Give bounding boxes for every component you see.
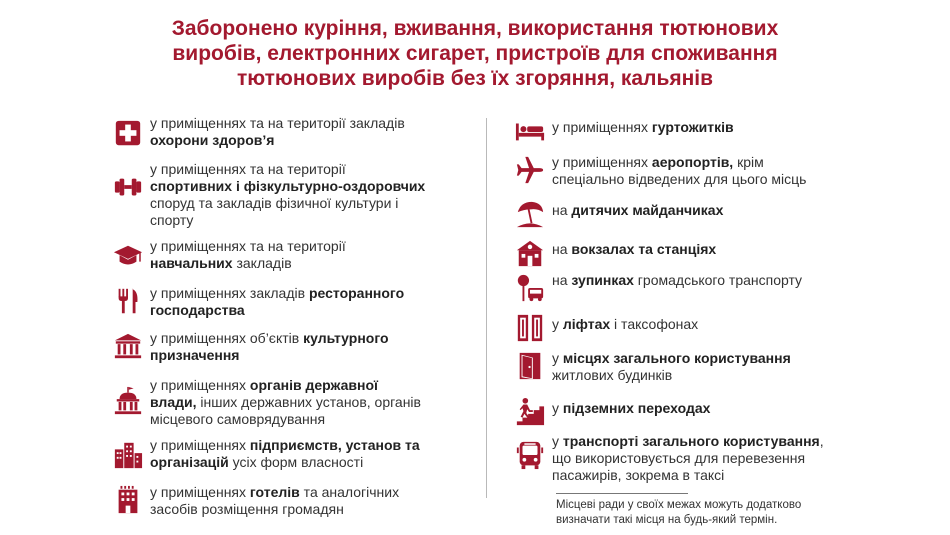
hotel-icon <box>112 484 144 516</box>
item-text-line <box>150 347 389 364</box>
item-text-line <box>150 377 421 394</box>
item-text-normal: у приміщеннях <box>552 119 652 135</box>
item-text-normal: у приміщеннях та на території <box>150 161 346 177</box>
list-item <box>112 285 404 319</box>
item-text-line <box>150 161 425 178</box>
graduation-cap-icon <box>112 240 144 272</box>
item-text-line <box>150 302 404 319</box>
item-text-bold: зупинках <box>571 272 634 288</box>
item-text-normal: у приміщеннях закладів <box>150 285 309 301</box>
item-text-line <box>150 501 399 518</box>
fork-knife-icon <box>112 285 144 317</box>
item-text-line <box>150 132 405 149</box>
item-text-line <box>150 195 425 212</box>
item-text-normal: на <box>552 202 572 218</box>
bed-icon <box>514 115 546 147</box>
item-text-normal: у <box>552 433 563 449</box>
item-text-line <box>150 411 421 428</box>
item-text <box>150 238 346 272</box>
airplane-icon <box>514 154 546 186</box>
item-text-normal: крім <box>733 154 764 170</box>
item-text-line <box>150 394 421 411</box>
footnote-line: Місцеві ради у своїх межах можуть додатково <box>556 499 802 511</box>
government-building-icon <box>112 385 144 417</box>
factory-buildings-icon <box>112 439 144 471</box>
item-text-line <box>552 367 791 384</box>
item-text-normal: спеціально відведених для цього місць <box>552 171 807 187</box>
medical-cross-icon <box>112 117 144 149</box>
list-item <box>514 433 824 484</box>
list-item <box>514 241 716 269</box>
item-text-bold: культурного <box>303 330 389 346</box>
footnote-line: визначати такі місця на будь-який термін. <box>556 514 778 526</box>
item-text-line <box>552 119 734 136</box>
item-text-line <box>150 285 404 302</box>
item-text <box>150 161 425 229</box>
list-item <box>514 400 710 428</box>
page-title <box>60 16 890 91</box>
item-text <box>552 154 806 188</box>
item-text-normal: споруд та закладів фізичної культури і <box>150 195 399 211</box>
item-text-normal: на <box>552 241 572 257</box>
item-text-normal: у приміщеннях <box>150 437 250 453</box>
item-text-line <box>552 272 802 289</box>
item-text-normal: , <box>819 433 824 449</box>
item-text-normal: закладів <box>232 255 292 271</box>
item-text-bold: місцях загального користування <box>562 350 791 366</box>
item-text-line <box>552 171 806 188</box>
note-divider <box>556 493 688 494</box>
title-line: тютюнових виробів без їх згоряння, кальянів <box>236 67 714 90</box>
item-text-bold: влади, <box>150 394 197 410</box>
item-text <box>552 241 716 258</box>
list-item <box>112 377 421 428</box>
item-text-bold: вокзалах та станціях <box>571 241 717 257</box>
item-text-line <box>552 433 824 450</box>
item-text-line <box>150 212 425 229</box>
item-text-normal: спорту <box>150 212 194 228</box>
item-text-line <box>552 467 824 484</box>
item-text <box>552 316 698 333</box>
item-text-normal: місцевого самоврядування <box>150 411 326 427</box>
item-text-line <box>150 484 399 501</box>
item-text-line <box>552 316 698 333</box>
dumbbell-icon <box>112 171 144 203</box>
item-text-normal: у приміщеннях <box>552 154 652 170</box>
elevator-icon <box>514 312 546 344</box>
item-text-line <box>150 454 420 471</box>
item-text-normal: інших державних установ, органів <box>196 394 421 410</box>
footnote <box>556 498 801 528</box>
door-exit-icon <box>514 350 546 382</box>
item-text-normal: у приміщеннях та на території <box>150 238 346 254</box>
item-text-line <box>552 400 710 417</box>
item-text <box>552 272 802 289</box>
list-item <box>112 437 420 471</box>
item-text <box>552 119 734 136</box>
item-text-line <box>150 437 420 454</box>
item-text-normal: житлових будинків <box>552 367 673 383</box>
station-building-icon <box>514 237 546 269</box>
list-item <box>112 238 346 272</box>
item-text-normal: на <box>552 272 572 288</box>
item-text-bold: дитячих майданчиках <box>571 202 724 218</box>
item-text <box>552 350 791 384</box>
bus-stop-icon <box>514 272 546 304</box>
item-text-normal: громадського транспорту <box>633 272 803 288</box>
item-text-bold: органів державної <box>249 377 378 393</box>
item-text-bold: підземних переходах <box>562 400 711 416</box>
item-text <box>552 400 710 417</box>
item-text-normal: і таксофонах <box>610 316 699 332</box>
item-text-normal: та аналогічних <box>299 484 400 500</box>
item-text-line <box>150 178 425 195</box>
item-text-bold: охорони здоров’я <box>150 132 275 148</box>
item-text-line <box>150 330 389 347</box>
item-text-line <box>552 241 716 258</box>
item-text-normal: що використовується для перевезення <box>552 450 806 466</box>
item-text-line <box>150 115 405 132</box>
item-text <box>552 202 723 219</box>
item-text <box>552 433 824 484</box>
item-text <box>150 115 405 149</box>
item-text-normal: засобів розміщення громадян <box>150 501 344 517</box>
item-text-normal: усіх форм власності <box>228 454 364 470</box>
item-text <box>150 285 404 319</box>
item-text-line <box>552 202 723 219</box>
list-item <box>514 316 698 344</box>
museum-icon <box>112 330 144 362</box>
list-item <box>514 272 802 304</box>
item-text-bold: спортивних і фізкультурно-оздоровчих <box>150 178 426 194</box>
item-text-bold: господарства <box>150 302 245 318</box>
item-text-bold: підприємств, установ та <box>249 437 420 453</box>
item-text-normal: у <box>552 350 563 366</box>
beach-umbrella-icon <box>514 198 546 230</box>
item-text-line <box>552 154 806 171</box>
list-item <box>112 484 399 518</box>
item-text-bold: навчальних <box>150 255 233 271</box>
list-item <box>514 350 791 384</box>
item-text-normal: пасажирів, зокрема в таксі <box>552 467 725 483</box>
bus-icon <box>514 439 546 471</box>
item-text-bold: призначення <box>150 347 240 363</box>
item-text-bold: готелів <box>249 484 300 500</box>
column-divider <box>486 118 487 498</box>
item-text-normal: у приміщеннях <box>150 377 250 393</box>
title-line: виробів, електронних сигарет, пристроїв для споживання <box>172 42 778 65</box>
item-text-bold: транспорті загального користування <box>562 433 820 449</box>
item-text-bold: ресторанного <box>308 285 405 301</box>
item-text <box>150 377 421 428</box>
item-text-normal: у приміщеннях об’єктів <box>150 330 304 346</box>
underpass-stairs-icon <box>514 396 546 428</box>
item-text-line <box>552 350 791 367</box>
item-text-normal: у приміщеннях та на території закладів <box>150 115 405 131</box>
item-text-bold: ліфтах <box>562 316 611 332</box>
item-text-line <box>150 255 346 272</box>
list-item <box>514 119 734 147</box>
list-item <box>112 115 405 149</box>
item-text-bold: організацій <box>150 454 229 470</box>
list-item <box>112 161 425 229</box>
item-text-normal: у <box>552 316 563 332</box>
item-text-line <box>150 238 346 255</box>
item-text <box>150 484 399 518</box>
title-line: Заборонено куріння, вживання, використання тютюнових <box>171 17 779 40</box>
item-text-bold: аеропортів, <box>651 154 734 170</box>
list-item <box>514 154 806 188</box>
item-text <box>150 330 389 364</box>
item-text-line <box>552 450 824 467</box>
item-text-normal: у приміщеннях <box>150 484 250 500</box>
item-text-bold: гуртожитків <box>651 119 734 135</box>
item-text <box>150 437 420 471</box>
item-text-normal: у <box>552 400 563 416</box>
list-item <box>112 330 389 364</box>
list-item <box>514 202 723 230</box>
